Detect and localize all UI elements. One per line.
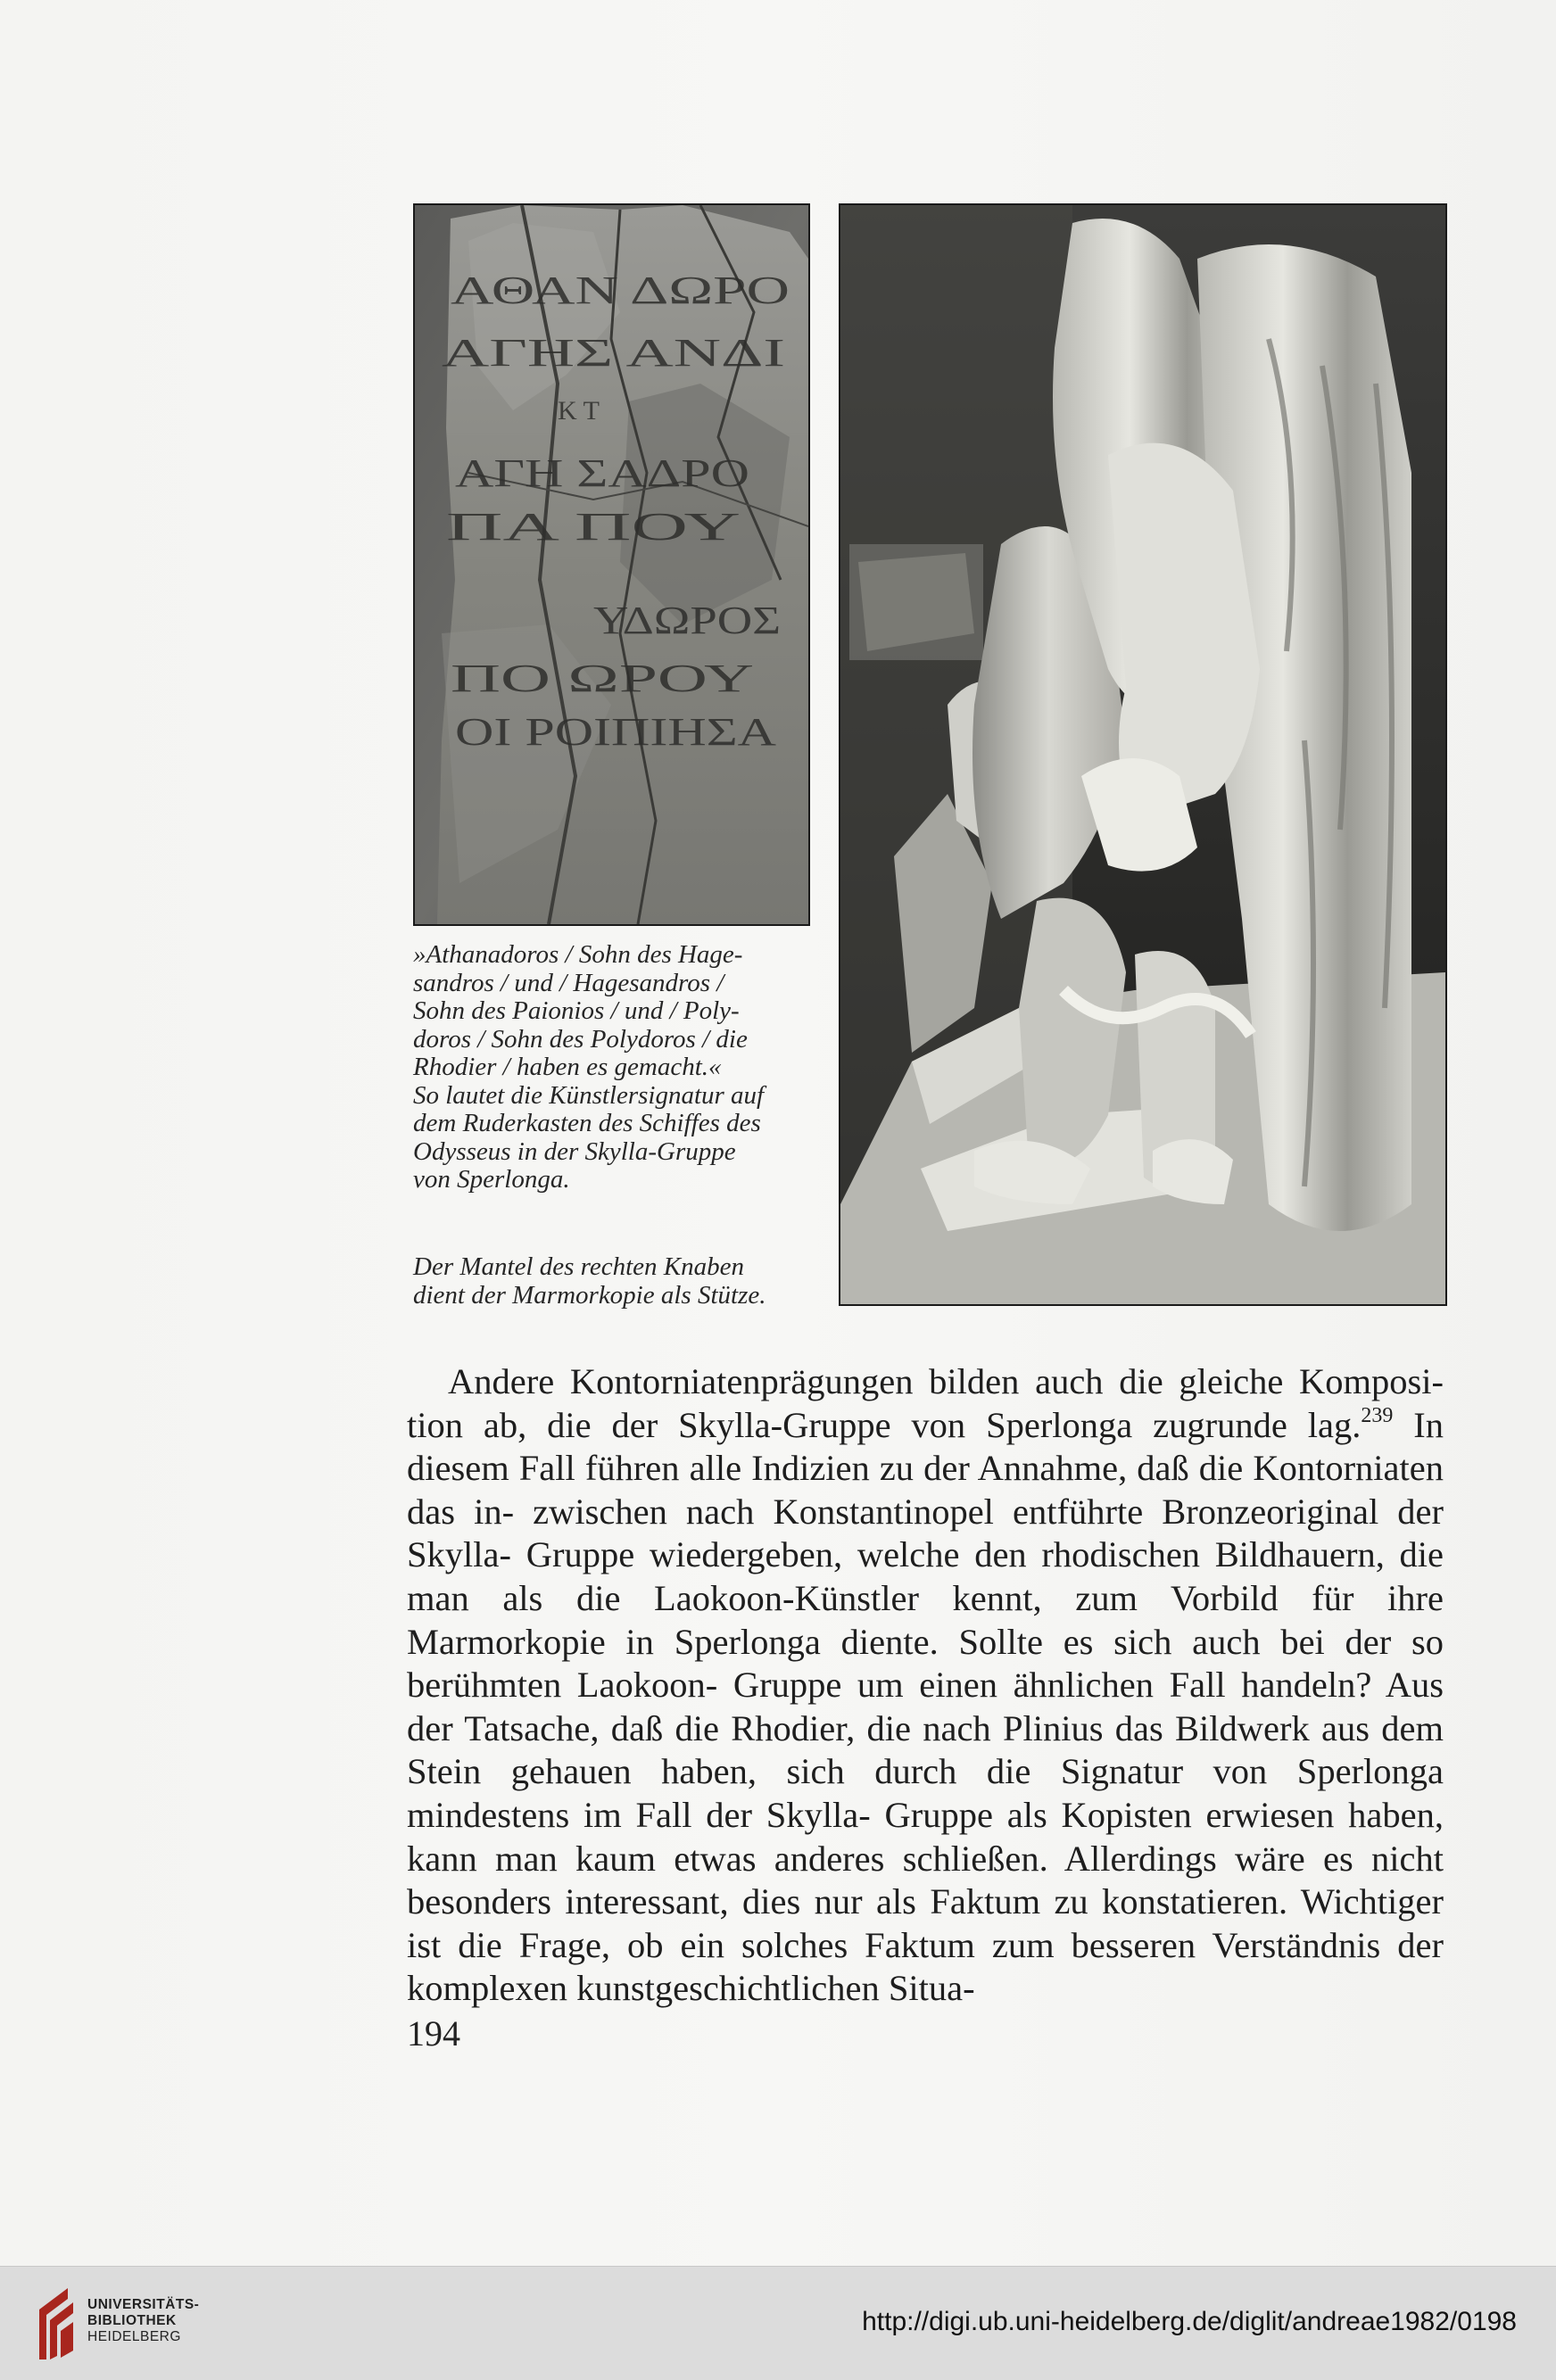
- body-paragraph: [407, 1360, 1444, 2011]
- text-line: Fall führen alle Indizien zu der Annahme, daß die Kontorniaten das in-: [407, 1448, 1444, 1532]
- inscription-line: ΠΟ ΩΡΟΥ: [451, 657, 754, 700]
- text-line: die Laokoon-Künstler kennt, zum Vorbild für ihre Marmorkopie in: [407, 1577, 1444, 1662]
- text-line: Sperlonga diente. Sollte es sich auch bei der so berühmten Laokoon-: [407, 1621, 1444, 1706]
- library-line: HEIDELBERG: [87, 2329, 181, 2344]
- statue-caption: [413, 1253, 824, 1310]
- library-line: BIBLIOTHEK: [87, 2313, 177, 2328]
- caption-line: dem Ruderkasten des Schiffes des: [413, 1109, 761, 1137]
- text-line: zum besseren Verständnis der komplexen kunstgeschichtlichen Situa-: [407, 1924, 1444, 2009]
- statue-photo: [839, 203, 1447, 1306]
- inscription-letters: [442, 269, 790, 754]
- inscription-line: ΑΘΑΝ ΔΩΡΟ: [451, 269, 790, 312]
- permalink-url[interactable]: http://digi.ub.uni-heidelberg.de/diglit/andreae1982/0198: [862, 2307, 1517, 2336]
- caption-line: »Athanadoros / Sohn des Hage-: [413, 940, 743, 969]
- text-line: Andere Kontorniatenprägungen bilden auch die gleiche Komposi-: [448, 1361, 1444, 1401]
- text-line: In diesem: [407, 1404, 1444, 1489]
- caption-line: Sohn des Paionios / und / Poly-: [413, 996, 740, 1025]
- caption-line: von Sperlonga.: [413, 1165, 570, 1194]
- text-line: zwischen nach Konstantinopel entführte Bronzeoriginal der Skylla-: [407, 1491, 1444, 1575]
- text-line: Gruppe als Kopisten erwiesen haben, kann man kaum etwas anderes: [407, 1794, 1444, 1879]
- inscription-line: ΑΓΗ ΣΑΔΡΟ: [455, 451, 749, 495]
- caption-line: Odysseus in der Skylla-Gruppe: [413, 1136, 736, 1166]
- text-line: schließen. Allerdings wäre es nicht besonders interessant, dies nur als: [407, 1838, 1444, 1922]
- inscription-caption: [413, 941, 824, 1194]
- text-line: Rhodier, die nach Plinius das Bildwerk aus dem Stein gehauen haben,: [407, 1707, 1444, 1792]
- text-line: Gruppe um einen ähnlichen Fall handeln? Aus der Tatsache, daß die: [407, 1665, 1444, 1748]
- inscription-line: ΥΔΩΡΟΣ: [593, 599, 781, 642]
- text-line: sich durch die Signatur von Sperlonga mindestens im Fall der Skylla-: [407, 1751, 1444, 1835]
- inscription-line: ΑΓΗΣ ΑΝΔΙ: [442, 331, 785, 375]
- caption-line: So lautet die Künstlersignatur auf: [413, 1080, 765, 1110]
- inscription-line: Κ Τ: [558, 396, 600, 426]
- caption-line: sandros / und / Hagesandros /: [413, 968, 724, 997]
- caption-line: doros / Sohn des Polydoros / die: [413, 1024, 748, 1054]
- caption-line: Rhodier / haben es gemacht.«: [413, 1053, 722, 1081]
- caption-line: dient der Marmorkopie als Stütze.: [413, 1280, 766, 1310]
- inscription-line: ΟΙ ΡΟΙΠΙΗΣΑ: [455, 710, 777, 754]
- library-name[interactable]: [87, 2297, 199, 2345]
- viewer-footer: [0, 2266, 1556, 2380]
- text-line: Gruppe wiedergeben, welche den rhodischen Bildhauern, die man als: [407, 1534, 1444, 1618]
- text-line: tion ab, die der Skylla-Gruppe von Sperlonga zugrunde lag.: [407, 1404, 1362, 1445]
- inscription-photo: [413, 203, 810, 926]
- library-logo-icon[interactable]: [36, 2285, 77, 2363]
- page-number: 194: [407, 2013, 460, 2054]
- footnote-ref[interactable]: 239: [1361, 1404, 1394, 1428]
- library-line: UNIVERSITÄTS-: [87, 2297, 200, 2312]
- text-line: Faktum zu konstatieren. Wichtiger ist die Frage, ob ein solches Faktum: [407, 1881, 1444, 1965]
- inscription-line: ΠΑ ΠΟΥ: [446, 505, 741, 549]
- caption-line: Der Mantel des rechten Knaben: [413, 1252, 744, 1281]
